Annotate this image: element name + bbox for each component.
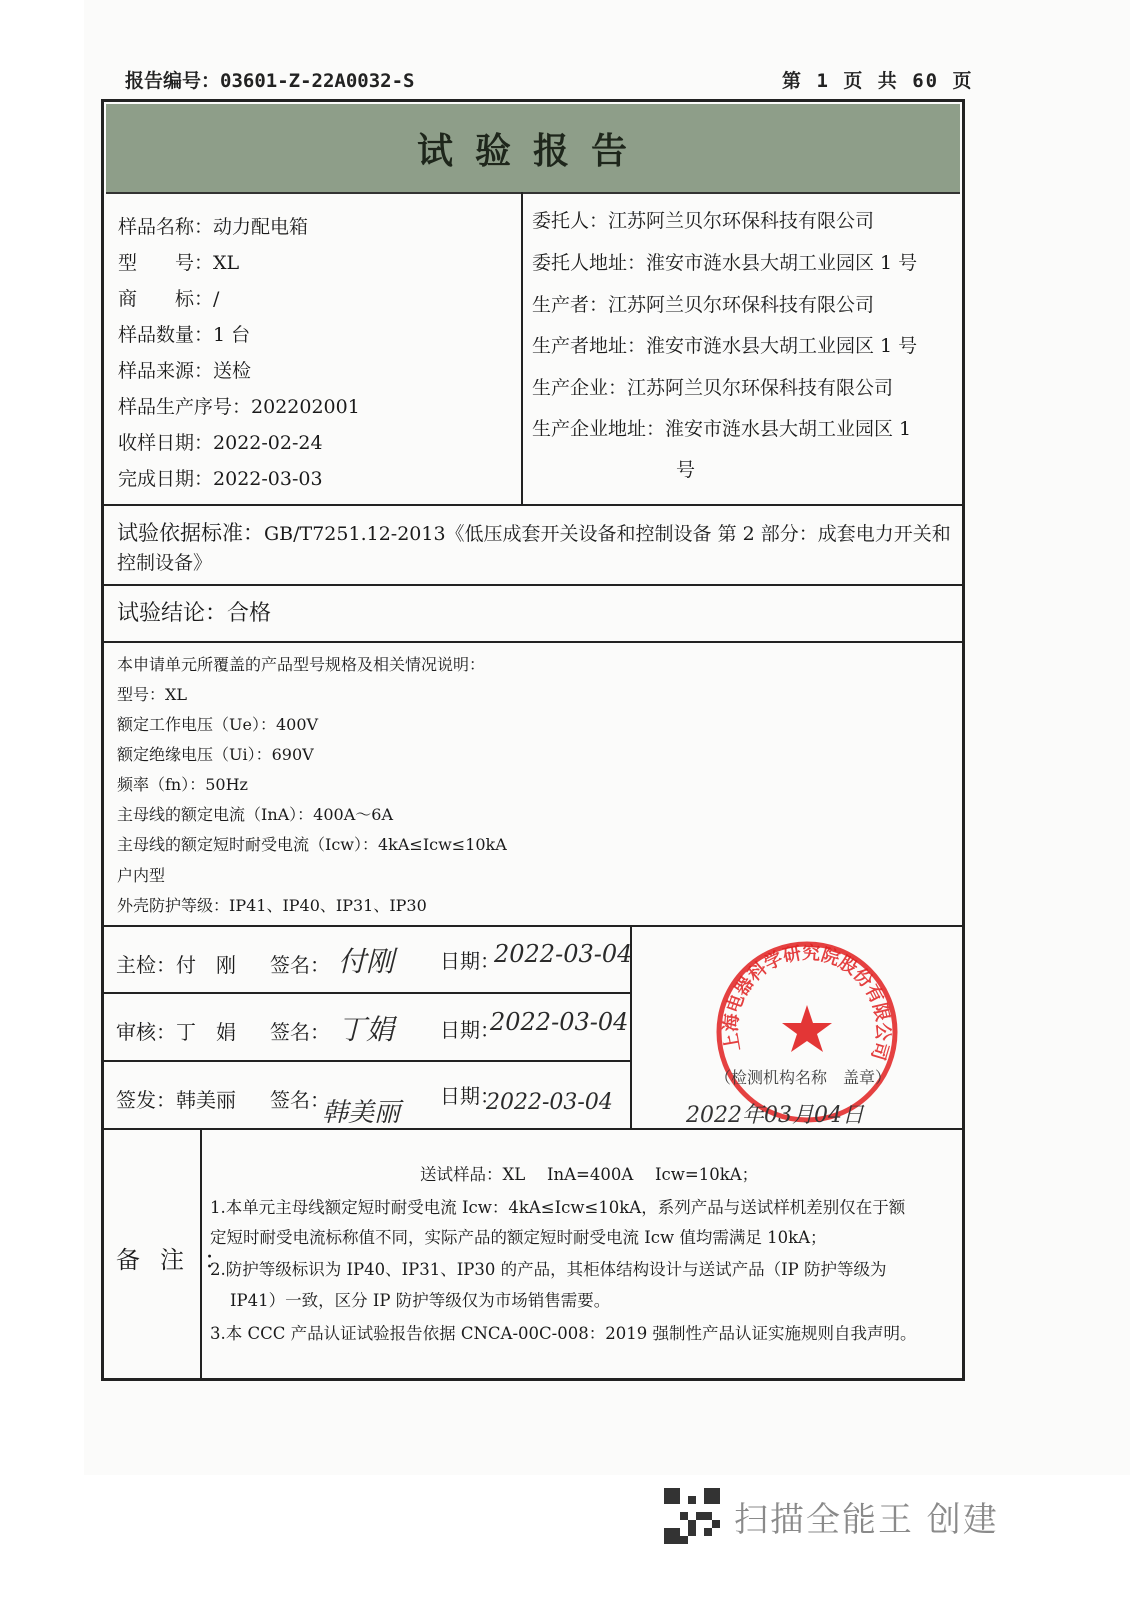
- watermark-text: 扫描全能王 创建: [734, 1499, 999, 1540]
- spec-line: 本申请单元所覆盖的产品型号规格及相关情况说明：: [117, 655, 486, 674]
- test-standard: [117, 519, 957, 578]
- sample-name-row: 样品名称：动力配电箱: [118, 216, 309, 238]
- inspector-date: 2022-03-04: [494, 940, 633, 968]
- issuer-signature: 韩美丽: [322, 1098, 401, 1128]
- seal-text: 上海电器科学研究院股份有限公司: [720, 942, 894, 1063]
- report-number: 报告编号：03601-Z-22A0032-S: [125, 70, 415, 92]
- divider: [521, 192, 523, 504]
- remark-line: 3.本 CCC 产品认证试验报告依据 CNCA-00C-008：2019 强制性产品认证实施规则自我声明。: [210, 1324, 917, 1343]
- page-indicator: 第 1 页 共 60 页: [782, 70, 974, 92]
- factory-address-cont: 号: [676, 459, 696, 481]
- stamp-caption: （检测机构名称 盖章）: [715, 1068, 892, 1087]
- spec-line: 户内型: [117, 866, 166, 885]
- spec-line: 频率（fn）：50Hz: [117, 775, 248, 794]
- spec-line: 型号：XL: [117, 685, 188, 704]
- divider: [104, 641, 962, 643]
- remarks-label: 备注：: [116, 1246, 248, 1274]
- client-address-row: 委托人地址：淮安市涟水县大胡工业园区 1 号: [532, 252, 918, 274]
- model-row: 型 号：XL: [118, 252, 240, 274]
- report-title: 试验报告: [416, 129, 649, 172]
- producer-address-row: 生产者地址：淮安市涟水县大胡工业园区 1 号: [532, 335, 918, 357]
- inspector-role: 主检：付 刚: [116, 953, 236, 977]
- spec-line: 额定工作电压（Ue）：400V: [117, 715, 319, 734]
- completed-date-row: 完成日期：2022-03-03: [118, 468, 323, 490]
- stamp-date: 2022年03月04日: [686, 1103, 864, 1128]
- standard-value: GB/T7251.12-2013《低压成套开关设备和控制设备 第 2 部分：成套电力开关和控制设备》: [117, 523, 951, 574]
- received-date-row: 收样日期：2022-02-24: [118, 432, 323, 454]
- factory-address-row: 生产企业地址：淮安市涟水县大胡工业园区 1: [532, 418, 912, 440]
- scanner-watermark: [664, 1488, 999, 1544]
- conclusion-label: 试验结论：: [117, 601, 228, 626]
- spec-line: 主母线的额定电流（InA）：400A～6A: [117, 805, 394, 824]
- producer-row: 生产者：江苏阿兰贝尔环保科技有限公司: [532, 294, 875, 316]
- client-row: 委托人：江苏阿兰贝尔环保科技有限公司: [532, 210, 875, 232]
- divider: [104, 584, 962, 586]
- remark-line: IP41）一致，区分 IP 防护等级仅为市场销售需要。: [230, 1291, 611, 1310]
- reviewer-role: 审核：丁 娟: [116, 1020, 236, 1044]
- reviewer-date: 2022-03-04: [490, 1008, 629, 1036]
- test-conclusion: [117, 596, 271, 627]
- inspector-sign-label: 签名：: [270, 953, 330, 977]
- issuer-date: 2022-03-04: [486, 1090, 613, 1115]
- svg-text:上海电器科学研究院股份有限公司: [720, 942, 894, 1063]
- conclusion-value: 合格: [227, 601, 272, 626]
- inspector-date-label: 日期：: [440, 949, 500, 973]
- divider: [104, 992, 631, 994]
- divider: [104, 504, 962, 506]
- standard-label: 试验依据标准：: [117, 521, 264, 545]
- remark-line: 2.防护等级标识为 IP40、IP31、IP30 的产品，其柜体结构设计与送试产品（IP 防护等级为: [210, 1260, 887, 1279]
- spec-line: 主母线的额定短时耐受电流（Icw）：4kA≤Icw≤10kA: [117, 835, 507, 854]
- issuer-sign-label: 签名：: [270, 1088, 330, 1112]
- qr-code-icon: [664, 1488, 720, 1544]
- issuer-role: 签发：韩美丽: [116, 1088, 236, 1112]
- source-row: 样品来源：送检: [118, 360, 252, 382]
- divider: [104, 1060, 631, 1062]
- remark-line: 1.本单元主母线额定短时耐受电流 Icw：4kA≤Icw≤10kA，系列产品与送试样机差别仅在于额: [210, 1198, 906, 1217]
- inspector-signature: 付刚: [338, 945, 395, 978]
- trademark-row: 商 标：/: [118, 288, 220, 310]
- factory-row: 生产企业：江苏阿兰贝尔环保科技有限公司: [532, 377, 894, 399]
- spec-line: 外壳防护等级：IP41、IP40、IP31、IP30: [117, 896, 427, 915]
- issuer-date-label: 日期：: [440, 1084, 500, 1108]
- reviewer-sign-label: 签名：: [270, 1020, 330, 1044]
- serial-row: 样品生产序号：202202001: [118, 396, 360, 418]
- reviewer-date-label: 日期：: [440, 1018, 500, 1042]
- divider: [104, 925, 962, 927]
- quantity-row: 样品数量：1 台: [118, 324, 251, 346]
- reviewer-signature: 丁娟: [338, 1013, 395, 1046]
- remark-line: 定短时耐受电流标称值不同，实际产品的额定短时耐受电流 Icw 值均需满足 10kA；: [210, 1228, 827, 1247]
- spec-line: 额定绝缘电压（Ui）：690V: [117, 745, 314, 764]
- title-band: [106, 104, 960, 194]
- remark-line: 送试样品：XL InA=400A Icw=10kA；: [420, 1165, 759, 1184]
